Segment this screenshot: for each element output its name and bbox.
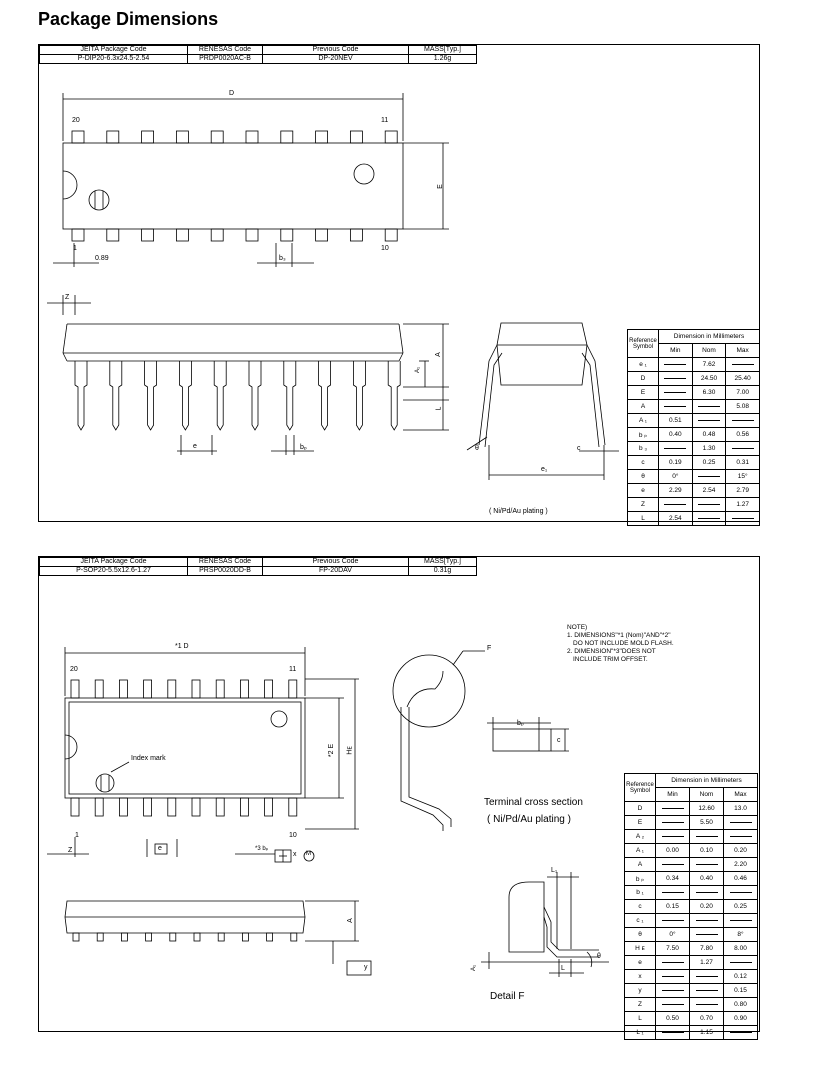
dimension-value-cell (656, 816, 690, 830)
table-row (625, 984, 758, 998)
pin (211, 131, 223, 143)
dimension-value-cell: 0.25 (692, 456, 726, 470)
plating-note: ( Ni/Pd/Au plating ) (489, 508, 548, 515)
pin (95, 680, 103, 698)
table-row (625, 998, 758, 1012)
dimension-value-cell: 1.30 (692, 442, 726, 456)
note-block (567, 624, 674, 664)
dimension-value-cell: 1.27 (690, 956, 724, 970)
ref-symbol-cell: c (625, 900, 656, 914)
dip-side-view (47, 295, 449, 455)
dimension-value-cell (656, 830, 690, 844)
dimension-value-cell: 1.27 (726, 498, 760, 512)
pin (176, 229, 188, 241)
table-row (628, 498, 760, 512)
pin-lead (249, 361, 261, 430)
dimension-value-cell (692, 512, 726, 526)
dimension-value-cell: 0.90 (724, 1012, 758, 1026)
label-HE: Hᴇ (346, 746, 354, 755)
dimension-value-cell (690, 886, 724, 900)
pin (71, 680, 79, 698)
dimension-value-cell (690, 998, 724, 1012)
header-mass: MASS[Typ.] (409, 46, 477, 55)
table-row (625, 1026, 758, 1040)
dimension-value-cell (690, 914, 724, 928)
dimension-sub-header: Max (724, 788, 758, 802)
ref-symbol-cell: H ᴇ (625, 942, 656, 956)
table-row (625, 886, 758, 900)
table-row (625, 858, 758, 872)
table-row (625, 928, 758, 942)
dimension-value-cell: 2.54 (692, 484, 726, 498)
label-M: M (306, 851, 311, 857)
pin (107, 131, 119, 143)
ref-symbol-cell: θ (628, 470, 659, 484)
ref-symbol-cell: L ₁ (625, 1026, 656, 1040)
pin (218, 933, 224, 941)
dimension-value-cell: 0.46 (724, 872, 758, 886)
table-row (625, 830, 758, 844)
dimension-value-cell: 2.20 (724, 858, 758, 872)
dimension-value-cell: 0.20 (690, 900, 724, 914)
dimension-group-header: Dimension in Millimeters (656, 774, 758, 788)
pin-lead (214, 361, 226, 430)
pin (240, 680, 248, 698)
dimension-value-cell: 24.50 (692, 372, 726, 386)
dimension-value-cell: 2.79 (726, 484, 760, 498)
index-mark-circle (96, 774, 114, 792)
dimension-value-cell: 0.51 (659, 414, 693, 428)
pin (192, 798, 200, 816)
header-previous: Previous Code (263, 46, 409, 55)
note-line-0: NOTE) (567, 624, 588, 631)
dimension-value-cell (692, 414, 726, 428)
dimension-table-sop20 (624, 773, 758, 1040)
table-row (625, 844, 758, 858)
dimension-value-cell (656, 998, 690, 1012)
detail-f-callout (393, 651, 485, 831)
dimension-sub-header: Min (659, 344, 693, 358)
dimension-value-cell: 0.48 (692, 428, 726, 442)
ref-symbol-cell: L (628, 512, 659, 526)
dimension-value-cell (659, 372, 693, 386)
dimension-value-cell: 0.15 (724, 984, 758, 998)
note-line-1: 1. DIMENSIONS"*1 (Nom)"AND"*2" (567, 632, 671, 639)
header-previous: Previous Code (263, 558, 409, 567)
table-row (625, 900, 758, 914)
table-row (628, 442, 760, 456)
pin (265, 680, 273, 698)
ref-symbol-cell: A (625, 858, 656, 872)
dimension-value-cell (724, 816, 758, 830)
label-x: x (293, 851, 297, 858)
code-previous: DP-20NEV (263, 55, 409, 64)
pin (281, 229, 293, 241)
pin-lead (353, 361, 365, 430)
sop-notch (65, 735, 77, 759)
pin (216, 680, 224, 698)
dimension-value-cell (690, 970, 724, 984)
pin (246, 229, 258, 241)
dimension-value-cell: 5.50 (690, 816, 724, 830)
label-0-89: 0.89 (95, 255, 109, 262)
label-e: e (193, 443, 197, 450)
pin (144, 798, 152, 816)
table-row (625, 942, 758, 956)
ref-symbol-cell: L (625, 1012, 656, 1026)
dimension-value-cell: 12.60 (690, 802, 724, 816)
dimension-value-cell: 0.15 (656, 900, 690, 914)
label-c: c (577, 445, 581, 452)
dimension-value-cell (692, 470, 726, 484)
label-index-mark: Index mark (131, 755, 166, 762)
pin (95, 798, 103, 816)
code-jeita: P-DIP20-6.3x24.5-2.54 (40, 55, 188, 64)
ref-symbol-cell: A ₂ (625, 830, 656, 844)
table-row (625, 802, 758, 816)
dimension-value-cell: 0° (656, 928, 690, 942)
table-row (628, 358, 760, 372)
ref-symbol-cell: θ (625, 928, 656, 942)
dimension-value-cell: 13.0 (724, 802, 758, 816)
dimension-value-cell: 0.40 (690, 872, 724, 886)
pin (289, 680, 297, 698)
pin-lead (145, 361, 157, 430)
header-jeita: JEITA Package Code (40, 46, 188, 55)
code-previous: FP-20DAV (263, 567, 409, 576)
ref-symbol-cell: Z (628, 498, 659, 512)
dimension-value-cell (692, 400, 726, 414)
ref-symbol-cell: e (628, 484, 659, 498)
dimension-value-cell: 25.40 (726, 372, 760, 386)
dimension-value-cell (656, 802, 690, 816)
dimension-value-cell: 2.54 (659, 512, 693, 526)
dimension-value-cell (656, 886, 690, 900)
label-e1: e₁ (541, 466, 548, 473)
label-E: E (436, 184, 444, 189)
dimension-value-cell: 8.00 (724, 942, 758, 956)
pin (385, 229, 397, 241)
dimension-value-cell (690, 830, 724, 844)
terminal-cross-section (487, 717, 569, 751)
label-L: L (561, 965, 565, 972)
table-row (625, 970, 758, 984)
header-renesas: RENESAS Code (188, 558, 263, 567)
dimension-value-cell (656, 984, 690, 998)
header-mass: MASS[Typ.] (409, 558, 477, 567)
label-bp: bₚ (300, 444, 307, 451)
pin (170, 933, 176, 941)
dip-notch (63, 171, 77, 199)
code-renesas: PRSP0020DD-B (188, 567, 263, 576)
pin (216, 798, 224, 816)
dimension-value-cell (656, 970, 690, 984)
dimension-value-cell: 0.50 (656, 1012, 690, 1026)
dimension-value-cell: 0.10 (690, 844, 724, 858)
package-frame-dip20 (38, 44, 760, 522)
label-pin20: 20 (70, 666, 78, 673)
code-mass: 0.31g (409, 567, 477, 576)
dimension-value-cell: 0° (659, 470, 693, 484)
pin-lead (179, 361, 191, 430)
label-L: L (435, 406, 443, 411)
table-row (628, 386, 760, 400)
pin (316, 229, 328, 241)
pin (119, 680, 127, 698)
label-pin10: 10 (381, 245, 389, 252)
dimension-value-cell (692, 498, 726, 512)
dimension-value-cell: 7.00 (726, 386, 760, 400)
table-row (628, 484, 760, 498)
pin (242, 933, 248, 941)
ref-symbol-cell: e (625, 956, 656, 970)
pin (144, 680, 152, 698)
table-row (628, 372, 760, 386)
table-row (625, 872, 758, 886)
dimension-sub-header: Min (656, 788, 690, 802)
ref-symbol-cell: x (625, 970, 656, 984)
dimension-value-cell: 6.30 (692, 386, 726, 400)
pin (211, 229, 223, 241)
pin (168, 798, 176, 816)
header-renesas: RENESAS Code (188, 46, 263, 55)
label-A: A (346, 918, 354, 923)
dimension-value-cell (724, 914, 758, 928)
code-jeita: P-SOP20-5.5x12.6-1.27 (40, 567, 188, 576)
label-bp: *3 bₚ (255, 846, 269, 852)
dimension-value-cell (726, 414, 760, 428)
detail-f-view (481, 872, 609, 977)
table-row (628, 428, 760, 442)
label-Z: Z (65, 294, 70, 301)
code-mass: 1.26g (409, 55, 477, 64)
header-jeita: JEITA Package Code (40, 558, 188, 567)
pin-lead (110, 361, 122, 430)
dimension-value-cell: 7.62 (692, 358, 726, 372)
label-theta: θ (475, 445, 479, 452)
label-pin11: 11 (381, 117, 389, 124)
ref-symbol-cell: A (628, 400, 659, 414)
label-pin1: 1 (75, 832, 79, 839)
detail-f-caption: Detail F (490, 991, 525, 1002)
dimension-sub-header: Nom (690, 788, 724, 802)
dimension-value-cell (656, 914, 690, 928)
pin (107, 229, 119, 241)
dimension-value-cell: 2.29 (659, 484, 693, 498)
dimension-value-cell (726, 442, 760, 456)
terminal-section-caption: Terminal cross section (484, 797, 583, 808)
pin-lead (75, 361, 87, 430)
label-c: c (557, 737, 561, 744)
label-A1: A₁ (415, 366, 422, 374)
ref-symbol-cell: c (628, 456, 659, 470)
dimension-value-cell (724, 830, 758, 844)
pin (281, 131, 293, 143)
label-b3: b₃ (279, 255, 286, 262)
pin (385, 131, 397, 143)
label-pin11: 11 (289, 666, 297, 673)
dimension-table-dip20 (627, 329, 760, 526)
ref-symbol-cell: e ₁ (628, 358, 659, 372)
note-line-2: DO NOT INCLUDE MOLD FLASH. (573, 640, 674, 647)
dimension-value-cell (659, 442, 693, 456)
pin (265, 798, 273, 816)
dimension-value-cell (656, 956, 690, 970)
ref-symbol-header: Reference Symbol (628, 330, 659, 358)
page-title: Package Dimensions (38, 9, 219, 29)
pin (291, 933, 297, 941)
table-row (628, 456, 760, 470)
dip-body-outline (63, 143, 403, 229)
dimension-value-cell: 0.70 (690, 1012, 724, 1026)
dimension-value-cell (656, 1026, 690, 1040)
label-bp2: bₚ (517, 720, 524, 727)
ref-symbol-cell: A ₁ (628, 414, 659, 428)
note-line-3: 2. DIMENSION"*3"DOES NOT (567, 648, 656, 655)
ref-symbol-cell: b ₃ (628, 442, 659, 456)
dimension-value-cell (726, 358, 760, 372)
dimension-value-cell: 0.20 (724, 844, 758, 858)
dimension-value-cell: 5.08 (726, 400, 760, 414)
pin (146, 933, 152, 941)
label-E: *2 E (328, 743, 336, 758)
sop-top-view (47, 647, 359, 862)
label-A1: A₁ (471, 964, 478, 972)
ref-symbol-cell: b ₚ (625, 872, 656, 886)
package-frame-sop20 (38, 556, 760, 1036)
pin (267, 933, 273, 941)
dimension-value-cell: 0.40 (659, 428, 693, 442)
ref-symbol-cell: D (628, 372, 659, 386)
dimension-sub-header: Max (726, 344, 760, 358)
label-pin10: 10 (289, 832, 297, 839)
dimension-value-cell: 7.50 (656, 942, 690, 956)
pin (72, 229, 84, 241)
label-A: A (434, 352, 442, 357)
dimension-value-cell (659, 386, 693, 400)
pin (71, 798, 79, 816)
dimension-value-cell (724, 956, 758, 970)
label-L1: L₁ (551, 867, 558, 874)
dimension-value-cell: 0.25 (724, 900, 758, 914)
table-row (628, 400, 760, 414)
table-row (628, 512, 760, 526)
dimension-value-cell: 15° (726, 470, 760, 484)
pin (246, 131, 258, 143)
pin (350, 131, 362, 143)
dimension-sub-header: Nom (692, 344, 726, 358)
dimension-value-cell (659, 400, 693, 414)
ref-symbol-cell: D (625, 802, 656, 816)
dimension-value-cell: 7.80 (690, 942, 724, 956)
pin (142, 131, 154, 143)
dimension-value-cell (724, 886, 758, 900)
pin (289, 798, 297, 816)
pin (168, 680, 176, 698)
label-pin20: 20 (72, 117, 80, 124)
pin-lead (388, 361, 400, 430)
dimension-value-cell: 0.12 (724, 970, 758, 984)
dimension-value-cell: 0.34 (656, 872, 690, 886)
label-Z: Z (68, 847, 73, 854)
dimension-value-cell: 1.15 (690, 1026, 724, 1040)
pin (73, 933, 79, 941)
pin (316, 131, 328, 143)
dimension-value-cell (724, 1026, 758, 1040)
plating-note: ( Ni/Pd/Au plating ) (487, 814, 571, 825)
label-D: *1 D (175, 643, 189, 650)
dimension-value-cell (690, 858, 724, 872)
label-theta: θ (597, 953, 601, 960)
dimension-value-cell: 0.31 (726, 456, 760, 470)
pin (350, 229, 362, 241)
ref-symbol-cell: E (625, 816, 656, 830)
dimension-value-cell (656, 858, 690, 872)
code-renesas: PRDP0020AC-B (188, 55, 263, 64)
note-line-4: INCLUDE TRIM OFFSET. (573, 656, 648, 663)
pin1-index-circle (89, 190, 109, 210)
dimension-group-header: Dimension in Millimeters (659, 330, 760, 344)
dimension-value-cell (659, 498, 693, 512)
dimension-value-cell: 0.00 (656, 844, 690, 858)
dimension-value-cell (690, 928, 724, 942)
ref-symbol-cell: b ₚ (628, 428, 659, 442)
pin (97, 933, 103, 941)
pin (142, 229, 154, 241)
dip-end-view (467, 323, 619, 480)
label-pin1: 1 (73, 245, 77, 252)
pin (121, 933, 127, 941)
table-row (628, 414, 760, 428)
ref-symbol-cell: A ₁ (625, 844, 656, 858)
ejector-pin-circle (354, 164, 374, 184)
dimension-value-cell: 8° (724, 928, 758, 942)
dimension-value-cell: 0.19 (659, 456, 693, 470)
pin (192, 680, 200, 698)
pin (72, 131, 84, 143)
dimension-value-cell: 0.56 (726, 428, 760, 442)
pin (119, 798, 127, 816)
table-row (625, 816, 758, 830)
ref-symbol-cell: c ₁ (625, 914, 656, 928)
label-F: F (487, 645, 492, 652)
ref-symbol-cell: b ₁ (625, 886, 656, 900)
label-e: e (158, 845, 162, 852)
pin (240, 798, 248, 816)
ref-symbol-cell: Z (625, 998, 656, 1012)
dimension-value-cell (659, 358, 693, 372)
table-row (625, 914, 758, 928)
table-row (625, 1012, 758, 1026)
dimension-value-cell (726, 512, 760, 526)
dimension-value-cell: 0.80 (724, 998, 758, 1012)
pin (176, 131, 188, 143)
table-row (625, 956, 758, 970)
dimension-value-cell (690, 984, 724, 998)
ref-symbol-header: Reference Symbol (625, 774, 656, 802)
table-row (628, 470, 760, 484)
pin-lead (284, 361, 296, 430)
pin (194, 933, 200, 941)
ref-symbol-cell: y (625, 984, 656, 998)
ref-symbol-cell: E (628, 386, 659, 400)
label-D: D (229, 90, 235, 97)
label-y: y (364, 964, 368, 971)
pin-lead (319, 361, 331, 430)
